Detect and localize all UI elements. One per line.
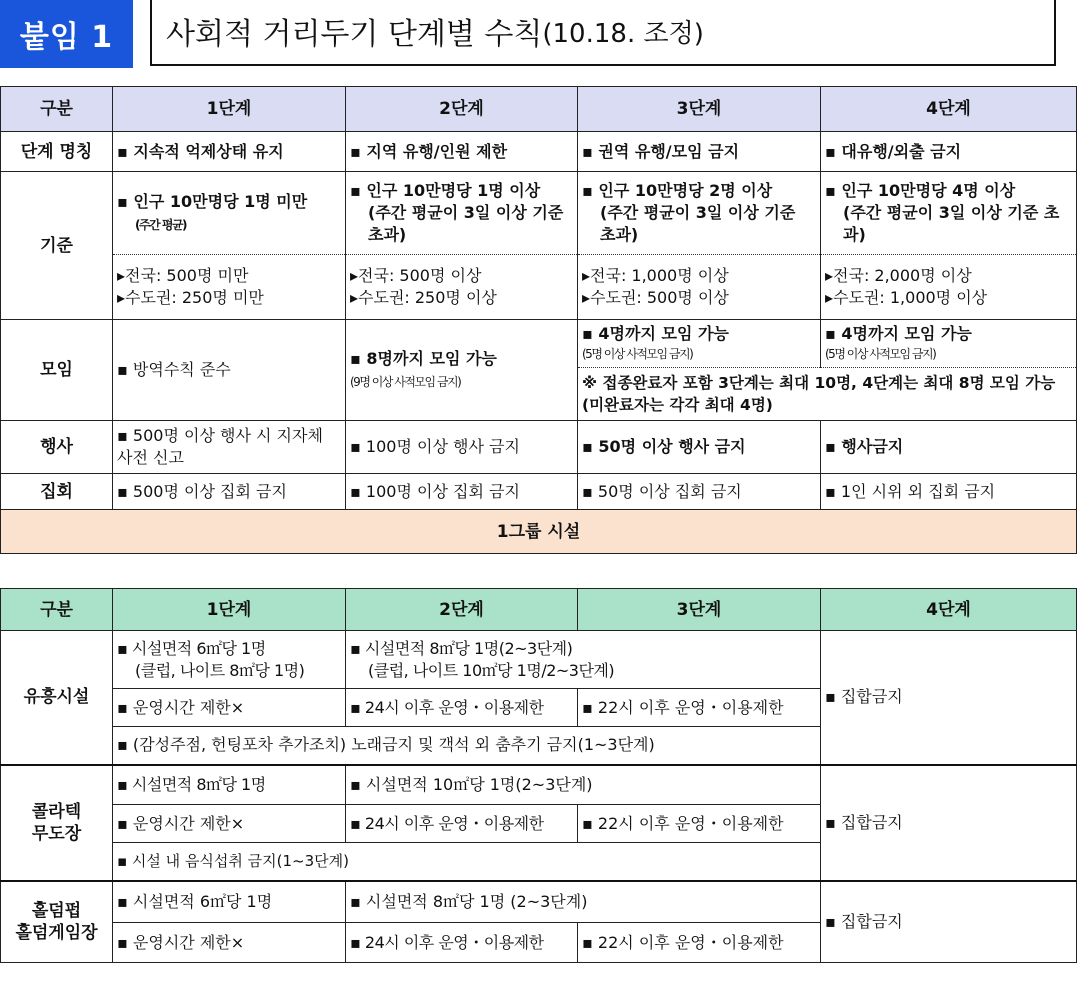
cell — [346, 631, 821, 689]
row-label: 기준 — [1, 172, 113, 320]
cell: ▪ 1인 시위 외 집회 금지 — [821, 474, 1077, 510]
line: (주간 평균이 3일 이상 기준 초과) — [843, 203, 1060, 244]
cell — [578, 172, 821, 255]
group-title: 1그룹 시설 — [1, 510, 1077, 554]
cell: ▪ 집합금지 — [821, 881, 1077, 963]
cell: ▪ 시설면적 10㎡당 1명(2~3단계) — [346, 765, 821, 805]
col-header: 3단계 — [578, 87, 821, 132]
line: ▸전국: 1,000명 이상 — [582, 266, 729, 285]
line: ▸전국: 2,000명 이상 — [825, 266, 972, 285]
col-header: 1단계 — [113, 87, 346, 132]
cell: ▪ 대유행/외출 금지 — [821, 132, 1077, 172]
line: ▸전국: 500명 이상 — [350, 266, 482, 285]
cell: ▪ 지역 유행/인원 제한 — [346, 132, 578, 172]
cell: ▪ 방역수칙 준수 — [113, 320, 346, 421]
line: ▸수도권: 250명 이상 — [350, 288, 497, 307]
criteria-row-bottom — [1, 255, 1077, 320]
line: ▪ 인구 10만명당 1명 미만 — [117, 191, 308, 211]
appendix-badge: 붙임 1 — [0, 0, 133, 68]
line: (주간 평균) — [135, 217, 187, 232]
cell: ▪ 시설면적 8㎡당 1명 (2~3단계) — [346, 881, 821, 923]
cell — [578, 255, 821, 320]
holdem-row-area — [1, 881, 1077, 923]
cell: ▪ 집합금지 — [821, 631, 1077, 765]
label-line: 홀덤게임장 — [15, 922, 98, 943]
stage-name-row — [1, 132, 1077, 172]
col-header: 구분 — [1, 589, 113, 631]
line: ▪ 인구 10만명당 1명 이상 — [350, 181, 541, 200]
facilities-header-row — [1, 589, 1077, 631]
title-text: 사회적 거리두기 단계별 수칙 — [166, 17, 543, 52]
line: ▪ 인구 10만명당 4명 이상 — [825, 181, 1016, 200]
cell — [113, 631, 346, 689]
line: ▪ 8명까지 모임 가능 — [350, 348, 497, 368]
cell: ▪ 운영시간 제한× — [113, 805, 346, 843]
cell: ▪ 500명 이상 행사 시 지자체 사전 신고 — [113, 421, 346, 474]
col-header: 3단계 — [578, 589, 821, 631]
line: ▸수도권: 250명 미만 — [117, 288, 264, 307]
line: ▪ 4명까지 모임 가능 — [825, 323, 972, 343]
col-header: 4단계 — [821, 589, 1077, 631]
row-label — [1, 881, 113, 963]
line: (9명 이상 사적모임 금지) — [350, 374, 461, 389]
col-header: 4단계 — [821, 87, 1077, 132]
col-header: 구분 — [1, 87, 113, 132]
gathering-row-top — [1, 320, 1077, 368]
line: ▪ 시설면적 8㎡당 1명(2~3단계) — [350, 638, 573, 658]
line: (5명 이상 사적모임 금지) — [825, 346, 936, 361]
cell — [346, 255, 578, 320]
entertainment-row-area — [1, 631, 1077, 689]
cell: ▪ (감성주점, 헌팅포차 추가조치) 노래금지 및 객석 외 춤추기 금지(1~3단계) — [113, 727, 821, 765]
cell: ▪ 22시 이후 운영・이용제한 — [578, 689, 821, 727]
events-row — [1, 421, 1077, 474]
facilities-table — [0, 588, 1077, 963]
cell — [821, 172, 1077, 255]
cell: ▪ 24시 이후 운영・이용제한 — [346, 689, 578, 727]
row-label: 집회 — [1, 474, 113, 510]
rally-row — [1, 474, 1077, 510]
cell — [113, 172, 346, 255]
cell: ▪ 집합금지 — [821, 765, 1077, 881]
cell: ▪ 시설면적 8㎡당 1명 — [113, 765, 346, 805]
cell: ▪ 시설면적 6㎡당 1명 — [113, 881, 346, 923]
cell — [346, 320, 578, 421]
row-label: 유흥시설 — [1, 631, 113, 765]
row-label: 단계 명칭 — [1, 132, 113, 172]
label-line: 홀덤펍 — [31, 900, 82, 921]
title-note: (10.18. 조정) — [542, 18, 704, 49]
cell: ▪ 운영시간 제한× — [113, 923, 346, 963]
line: ▪ 인구 10만명당 2명 이상 — [582, 181, 773, 200]
vaccination-note: ※ 접종완료자 포함 3단계는 최대 10명, 4단계는 최대 8명 모임 가능(미완료자는 각각 최대 4명) — [578, 368, 1077, 421]
line: (주간 평균이 3일 이상 기준 초과) — [368, 203, 564, 244]
row-label: 행사 — [1, 421, 113, 474]
cell: ▪ 50명 이상 집회 금지 — [578, 474, 821, 510]
col-header: 2단계 — [346, 589, 578, 631]
cell: ▪ 50명 이상 행사 금지 — [578, 421, 821, 474]
rules-header-row — [1, 87, 1077, 132]
cell — [346, 172, 578, 255]
col-header: 2단계 — [346, 87, 578, 132]
group1-header-row — [1, 510, 1077, 554]
cell — [113, 255, 346, 320]
cell — [821, 255, 1077, 320]
cell — [821, 320, 1077, 368]
line: ▸수도권: 1,000명 이상 — [825, 288, 988, 307]
cell: ▪ 22시 이후 운영・이용제한 — [578, 923, 821, 963]
colatec-row-area — [1, 765, 1077, 805]
cell: ▪ 100명 이상 집회 금지 — [346, 474, 578, 510]
cell: ▪ 500명 이상 집회 금지 — [113, 474, 346, 510]
cell: ▪ 22시 이후 운영・이용제한 — [578, 805, 821, 843]
criteria-row-top — [1, 172, 1077, 255]
cell: ▪ 시설 내 음식섭취 금지(1~3단계) — [113, 843, 821, 881]
line: ▸수도권: 500명 이상 — [582, 288, 729, 307]
line: (주간 평균이 3일 이상 기준 초과) — [600, 203, 796, 244]
cell — [578, 320, 821, 368]
line: (클럽, 나이트 10㎡당 1명/2~3단계) — [368, 660, 615, 680]
line: ▪ 시설면적 6㎡당 1명 — [117, 638, 266, 658]
cell: ▪ 권역 유행/모임 금지 — [578, 132, 821, 172]
line: (클럽, 나이트 8㎡당 1명) — [135, 660, 305, 680]
cell: ▪ 24시 이후 운영・이용제한 — [346, 805, 578, 843]
page-title — [150, 0, 1056, 66]
line: ▸전국: 500명 미만 — [117, 266, 249, 285]
cell: ▪ 24시 이후 운영・이용제한 — [346, 923, 578, 963]
row-label: 모임 — [1, 320, 113, 421]
col-header: 1단계 — [113, 589, 346, 631]
label-line: 콜라텍 — [31, 801, 82, 822]
row-label — [1, 765, 113, 881]
label-line: 무도장 — [31, 823, 82, 844]
cell: ▪ 행사금지 — [821, 421, 1077, 474]
cell: ▪ 지속적 억제상태 유지 — [113, 132, 346, 172]
line: (5명 이상 사적모임 금지) — [582, 346, 693, 361]
cell: ▪ 운영시간 제한× — [113, 689, 346, 727]
line: ▪ 4명까지 모임 가능 — [582, 323, 729, 343]
cell: ▪ 100명 이상 행사 금지 — [346, 421, 578, 474]
rules-table — [0, 86, 1077, 554]
